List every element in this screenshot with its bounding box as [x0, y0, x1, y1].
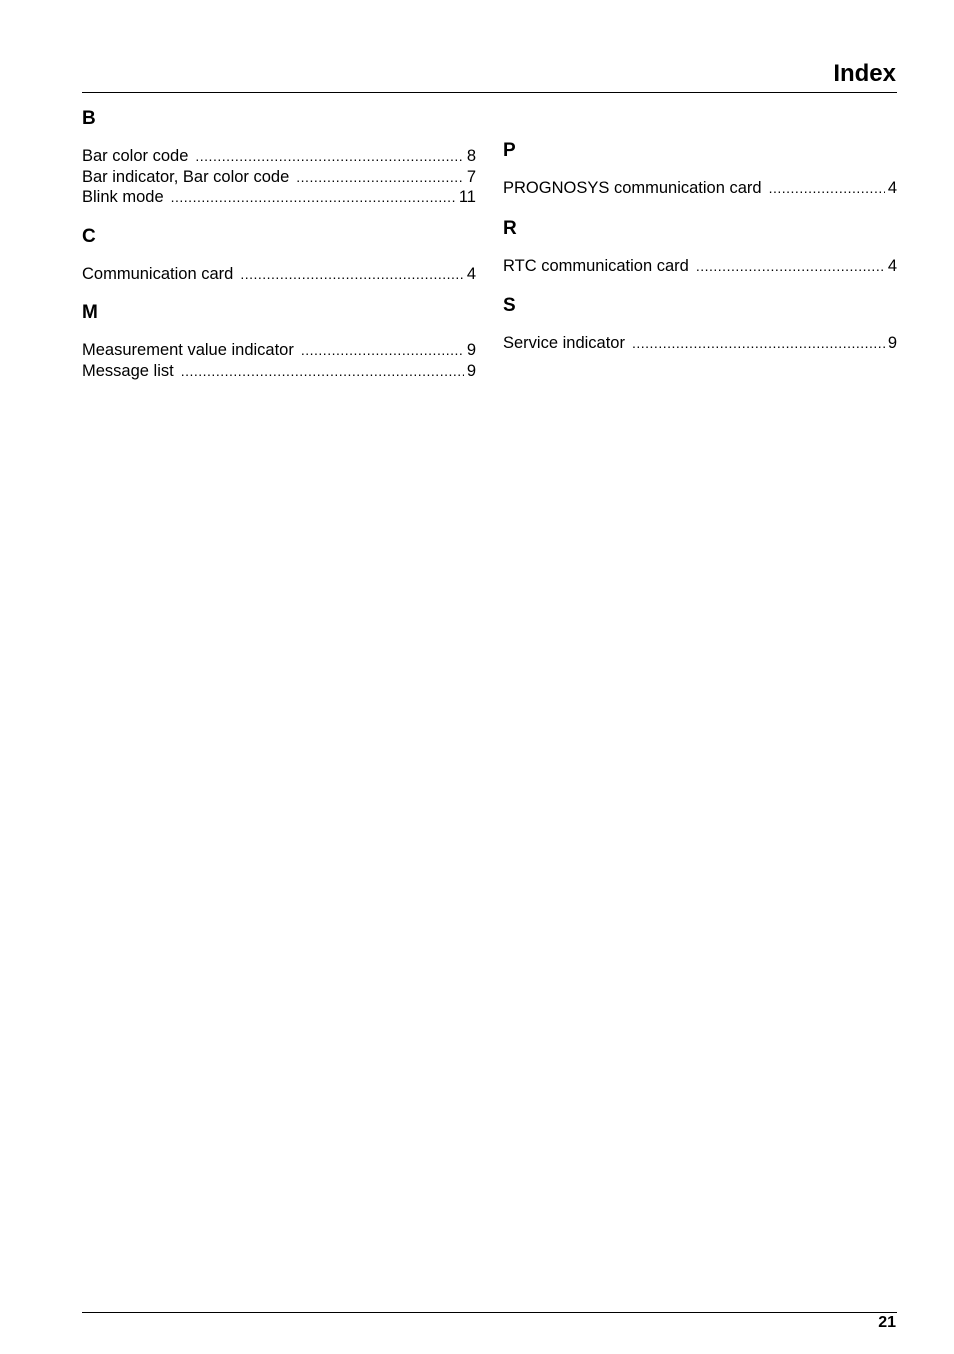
section-letter: S — [503, 295, 516, 316]
section-letter: P — [503, 140, 516, 161]
dot-leader — [769, 178, 885, 199]
index-entry — [82, 340, 476, 361]
section-letter: B — [82, 108, 96, 129]
entry-term: Bar color code — [82, 147, 189, 165]
entry-term: Communication card — [82, 264, 234, 283]
index-entry — [82, 264, 476, 285]
index-entry — [503, 333, 897, 354]
dot-leader — [181, 361, 464, 382]
index-entry — [82, 361, 476, 382]
entry-page: 11 — [458, 188, 476, 206]
entry-page: 4 — [887, 256, 897, 275]
dot-leader — [696, 256, 885, 277]
entry-term: Service indicator — [503, 334, 625, 352]
entry-term: Measurement value indicator — [82, 341, 294, 359]
index-entry — [503, 178, 897, 199]
entry-term: RTC communication card — [503, 256, 689, 275]
entry-page: 8 — [466, 147, 476, 165]
index-entry — [503, 256, 897, 277]
index-entry — [82, 167, 476, 188]
index-section-m — [82, 302, 476, 381]
dot-leader — [296, 167, 464, 188]
index-section-s — [503, 295, 897, 354]
dot-leader — [195, 146, 463, 167]
entry-page: 4 — [887, 179, 897, 197]
index-entry — [82, 187, 476, 208]
footer-divider — [82, 1312, 897, 1313]
entry-page: 9 — [887, 334, 897, 352]
page-number: 21 — [878, 1314, 896, 1331]
index-section-c — [82, 226, 476, 285]
section-letter: C — [82, 225, 96, 247]
entry-term: Bar indicator, Bar color code — [82, 167, 290, 186]
header-divider — [82, 92, 897, 93]
entry-page: 9 — [466, 361, 476, 380]
index-section-r — [503, 218, 897, 277]
entry-page: 7 — [466, 167, 476, 186]
entry-page: 4 — [466, 264, 476, 283]
dot-leader — [240, 264, 464, 285]
index-section-b — [82, 108, 476, 208]
index-section-p — [503, 140, 897, 199]
dot-leader — [171, 187, 456, 208]
entry-term: Message list — [82, 361, 174, 380]
entry-page: 9 — [466, 341, 476, 359]
dot-leader — [632, 333, 885, 354]
dot-leader — [301, 340, 464, 361]
section-letter: R — [503, 217, 517, 239]
entry-term: Blink mode — [82, 188, 164, 206]
entry-term: PROGNOSYS communication card — [503, 179, 762, 197]
section-letter: M — [82, 302, 98, 323]
page-title: Index — [833, 60, 896, 87]
index-entry — [82, 146, 476, 167]
index-column-left — [82, 108, 476, 399]
index-column-right — [503, 140, 897, 373]
